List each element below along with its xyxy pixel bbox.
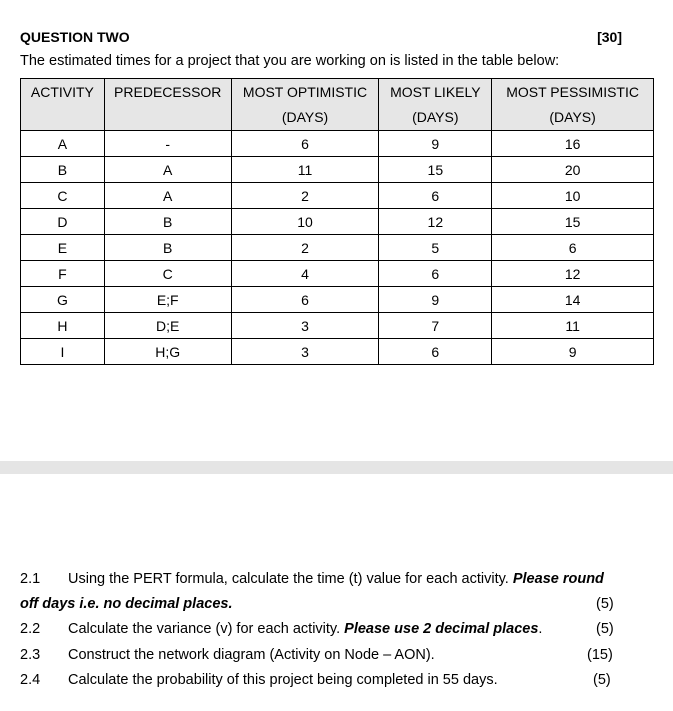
cell-most-likely: 6 <box>379 183 492 209</box>
cell-activity: H <box>21 313 105 339</box>
cell-predecessor: D;E <box>104 313 231 339</box>
question-2-1 <box>20 571 604 587</box>
cell-most-likely: 7 <box>379 313 492 339</box>
table-header-row <box>21 79 654 105</box>
question-text: Calculate the variance (v) for each activity. <box>68 621 341 637</box>
question-number: 2.3 <box>20 647 41 663</box>
question-number: 2.1 <box>20 571 41 587</box>
cell-activity: G <box>21 287 105 313</box>
table-row <box>21 183 654 209</box>
question-heading <box>20 28 622 46</box>
cell-most-pessimistic: 12 <box>492 261 654 287</box>
cell-predecessor: B <box>104 209 231 235</box>
cell-activity: D <box>21 209 105 235</box>
question-number: 2.4 <box>20 672 41 688</box>
cell-most-optimistic: 2 <box>231 235 379 261</box>
cell-most-likely: 5 <box>379 235 492 261</box>
cell-predecessor: A <box>104 183 231 209</box>
question-emphasis: Please round <box>512 571 604 587</box>
table-header-row-units <box>21 105 654 131</box>
intro-text: The estimated times for a project that you are working on is listed in the table below: <box>20 53 560 69</box>
question-number: 2.2 <box>20 621 41 637</box>
table-row <box>21 313 654 339</box>
pert-table <box>20 78 654 365</box>
header-activity-unit <box>21 105 105 131</box>
cell-most-pessimistic: 14 <box>492 287 654 313</box>
question-text: Calculate the probability of this project being completed in 55 days. <box>68 672 498 688</box>
table-row <box>21 235 654 261</box>
total-marks: [30] <box>597 29 622 45</box>
cell-most-optimistic: 2 <box>231 183 379 209</box>
cell-most-optimistic: 6 <box>231 131 379 157</box>
cell-activity: F <box>21 261 105 287</box>
table-body <box>21 131 654 365</box>
table-row <box>21 339 654 365</box>
marks-2-3: (15) <box>587 647 613 663</box>
cell-most-optimistic: 11 <box>231 157 379 183</box>
header-pessimistic-unit: (DAYS) <box>492 105 654 131</box>
header-most-optimistic: MOST OPTIMISTIC <box>231 79 379 105</box>
cell-predecessor: E;F <box>104 287 231 313</box>
page-separator <box>0 461 673 474</box>
question-text: Using the PERT formula, calculate the time (t) value for each activity. <box>68 571 509 587</box>
table-row <box>21 131 654 157</box>
marks-2-4: (5) <box>593 672 611 688</box>
cell-most-pessimistic: 10 <box>492 183 654 209</box>
cell-activity: A <box>21 131 105 157</box>
cell-most-pessimistic: 6 <box>492 235 654 261</box>
cell-most-pessimistic: 20 <box>492 157 654 183</box>
cell-predecessor: B <box>104 235 231 261</box>
table-row <box>21 287 654 313</box>
table-row <box>21 209 654 235</box>
cell-most-pessimistic: 9 <box>492 339 654 365</box>
marks-2-1: (5) <box>596 596 614 612</box>
question-2-1-continued <box>20 596 232 612</box>
question-2-2 <box>20 621 542 637</box>
header-predecessor-unit <box>104 105 231 131</box>
cell-most-likely: 9 <box>379 287 492 313</box>
question-text: Construct the network diagram (Activity on Node – AON). <box>68 647 435 663</box>
cell-most-optimistic: 3 <box>231 339 379 365</box>
header-activity: ACTIVITY <box>21 79 105 105</box>
cell-most-likely: 15 <box>379 157 492 183</box>
cell-most-likely: 6 <box>379 261 492 287</box>
table-row <box>21 261 654 287</box>
cell-most-pessimistic: 16 <box>492 131 654 157</box>
cell-most-likely: 6 <box>379 339 492 365</box>
question-emphasis-continued: off days i.e. no decimal places. <box>20 596 233 612</box>
question-emphasis: Please use 2 decimal places <box>344 621 539 637</box>
header-likely-unit: (DAYS) <box>379 105 492 131</box>
table-row <box>21 157 654 183</box>
question-period: . <box>538 621 543 637</box>
cell-activity: I <box>21 339 105 365</box>
header-most-pessimistic: MOST PESSIMISTIC <box>492 79 654 105</box>
cell-most-optimistic: 3 <box>231 313 379 339</box>
cell-most-optimistic: 4 <box>231 261 379 287</box>
cell-most-pessimistic: 11 <box>492 313 654 339</box>
question-title: QUESTION TWO <box>20 29 130 45</box>
cell-predecessor: A <box>104 157 231 183</box>
question-2-4 <box>20 672 498 688</box>
question-2-3 <box>20 647 435 663</box>
cell-most-likely: 12 <box>379 209 492 235</box>
cell-most-likely: 9 <box>379 131 492 157</box>
header-optimistic-unit: (DAYS) <box>231 105 379 131</box>
cell-predecessor: H;G <box>104 339 231 365</box>
header-most-likely: MOST LIKELY <box>379 79 492 105</box>
cell-activity: E <box>21 235 105 261</box>
cell-predecessor: C <box>104 261 231 287</box>
cell-activity: C <box>21 183 105 209</box>
cell-most-optimistic: 10 <box>231 209 379 235</box>
cell-most-pessimistic: 15 <box>492 209 654 235</box>
cell-activity: B <box>21 157 105 183</box>
cell-predecessor: - <box>104 131 231 157</box>
cell-most-optimistic: 6 <box>231 287 379 313</box>
marks-2-2: (5) <box>596 621 614 637</box>
header-predecessor: PREDECESSOR <box>104 79 231 105</box>
